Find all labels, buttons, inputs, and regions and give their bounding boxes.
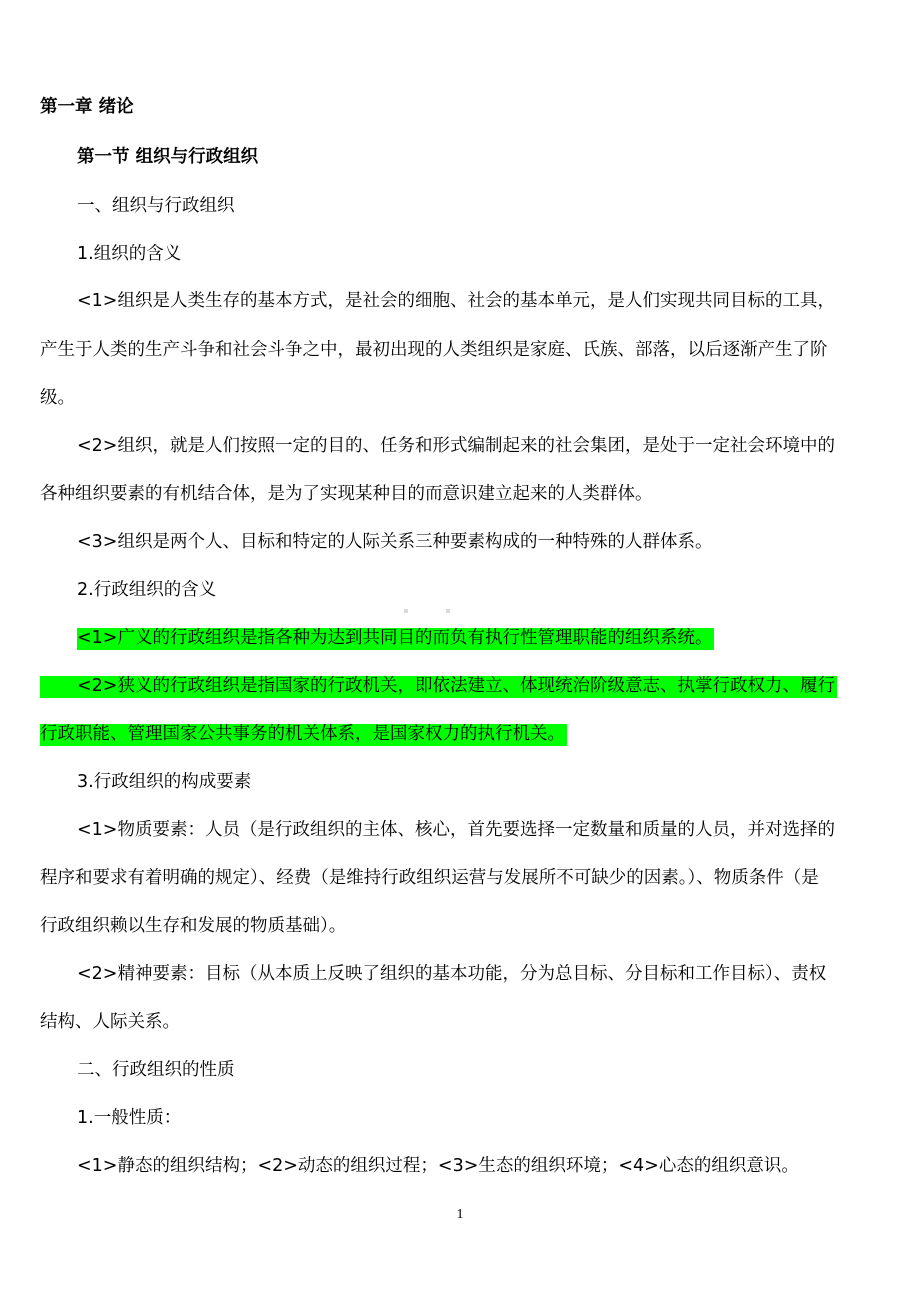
paragraph-line: <1>物质要素：人员（是行政组织的主体、核心，首先要选择一定数量和质量的人员，并对选择的 — [77, 820, 835, 840]
highlight-text: 行政职能、管理国家公共事务的机关体系，是国家权力的执行机关。 — [40, 724, 565, 744]
paragraph-line: 行政组织赖以生存和发展的物质基础）。 — [40, 916, 347, 936]
highlighted-line — [40, 722, 567, 746]
heading-part-one: 一、组织与行政组织 — [77, 196, 235, 216]
highlighted-line — [77, 626, 714, 650]
highlight-text: <2>狭义的行政组织是指国家的行政机关，即依法建立、体现统治阶级意志、执掌行政权力、履行 — [40, 676, 837, 698]
paragraph-line: <1>组织是人类生存的基本方式，是社会的细胞、社会的基本单元，是人们实现共同目标的工具， — [77, 291, 835, 311]
paragraph-line: 程序和要求有着明确的规定）、经费（是维持行政组织运营与发展所不可缺少的因素。）、物质条件（是 — [40, 868, 819, 888]
paragraph-line: 级。 — [40, 388, 75, 408]
page-number: 1 — [456, 1207, 464, 1222]
subheading-general-nature: 1.一般性质： — [77, 1108, 182, 1128]
paragraph-line: 各种组织要素的有机结合体，是为了实现某种目的而意识建立起来的人类群体。 — [40, 484, 653, 504]
paragraph-line: <1>静态的组织结构；<2>动态的组织过程；<3>生态的组织环境；<4>心态的组织意识。 — [77, 1156, 799, 1176]
chapter-title: 第一章 绪论 — [40, 97, 134, 117]
highlighted-line — [40, 674, 837, 698]
paragraph-line: 产生于人类的生产斗争和社会斗争之中，最初出现的人类组织是家庭、氏族、部落，以后逐渐产生了阶 — [40, 340, 828, 360]
paragraph-line: 结构、人际关系。 — [40, 1012, 180, 1032]
subheading-elements: 3.行政组织的构成要素 — [77, 772, 252, 792]
artifact-dot — [446, 609, 450, 613]
paragraph-line: <2>组织，就是人们按照一定的目的、任务和形式编制起来的社会集团，是处于一定社会环境中的 — [77, 436, 835, 456]
artifact-dot — [404, 609, 408, 613]
highlight-text: <1>广义的行政组织是指各种为达到共同目的而负有执行性管理职能的组织系统。 — [77, 628, 713, 648]
section-title: 第一节 组织与行政组织 — [77, 147, 259, 167]
subheading-admin-org-meaning: 2.行政组织的含义 — [77, 580, 217, 600]
paragraph-line: <2>精神要素：目标（从本质上反映了组织的基本功能，分为总目标、分目标和工作目标）、责权 — [77, 964, 827, 984]
heading-part-two: 二、行政组织的性质 — [77, 1060, 235, 1080]
paragraph-line: <3>组织是两个人、目标和特定的人际关系三种要素构成的一种特殊的人群体系。 — [77, 532, 713, 552]
subheading-org-meaning: 1.组织的含义 — [77, 244, 182, 264]
